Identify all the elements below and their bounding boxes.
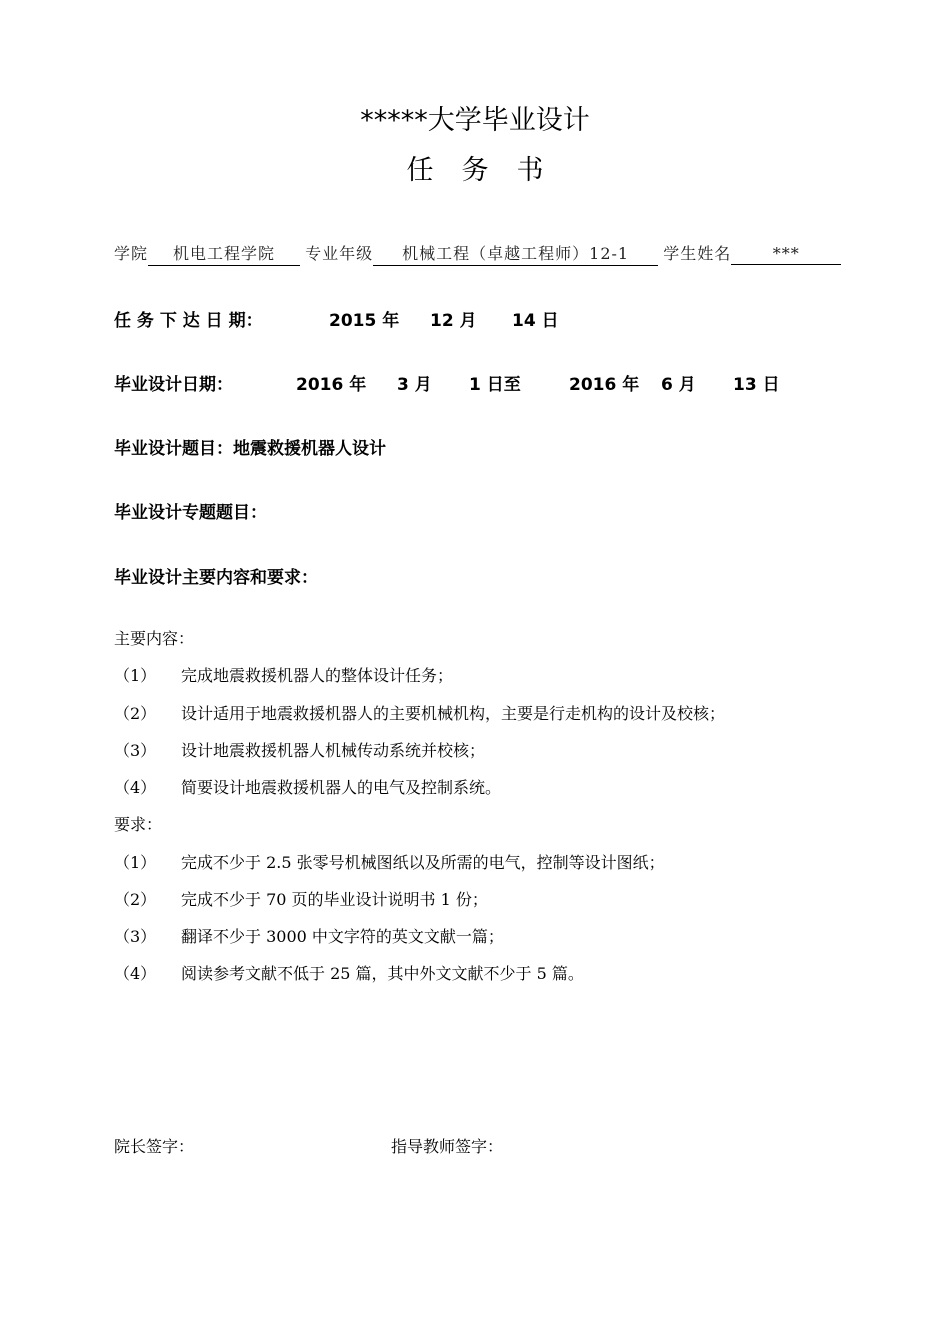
requirement-item-text: 完成不少于 2.5 张零号机械图纸以及所需的电气，控制等设计图纸； — [181, 853, 665, 872]
advisor-signature-label: 指导教师签字： — [391, 1137, 504, 1156]
student-label: 学生姓名 — [663, 244, 732, 263]
main-item-text: 设计地震救援机器人机械传动系统并校核； — [181, 741, 486, 760]
end-month: 6 月 — [661, 375, 696, 395]
page-title: *****大学毕业设计 — [360, 105, 590, 136]
requirements-subheading: 要求： — [114, 815, 163, 834]
start-year: 2016 年 — [296, 375, 367, 395]
requirement-item-num: （1） — [114, 853, 157, 872]
main-item-num: （4） — [114, 778, 157, 797]
requirements-heading: 毕业设计主要内容和要求： — [114, 568, 318, 588]
college-label: 学院 — [114, 244, 149, 263]
issue-day: 14 日 — [512, 311, 559, 331]
requirement-item-text: 完成不少于 70 页的毕业设计说明书 1 份； — [181, 890, 488, 909]
requirement-item-text: 阅读参考文献不低于 25 篇，其中外文文献不少于 5 篇。 — [181, 964, 584, 983]
requirement-item-text: 翻译不少于 3000 中文字符的英文文献一篇； — [181, 927, 504, 946]
page-subtitle: 任务书 — [406, 155, 572, 186]
design-period-label: 毕业设计日期： — [114, 375, 233, 395]
start-day: 1 日至 — [469, 375, 521, 395]
main-item-num: （1） — [114, 666, 157, 685]
student-value: *** — [731, 244, 841, 265]
main-item-text: 完成地震救援机器人的整体设计任务； — [181, 666, 454, 685]
design-topic: 毕业设计题目：地震救援机器人设计 — [114, 439, 386, 459]
end-year: 2016 年 — [569, 375, 640, 395]
issue-year: 2015 年 — [329, 311, 400, 331]
issue-month: 12 月 — [430, 311, 477, 331]
student-info-line — [114, 241, 860, 266]
requirement-item-num: （3） — [114, 927, 157, 946]
requirement-item-num: （2） — [114, 890, 157, 909]
main-content-heading: 主要内容： — [114, 629, 195, 648]
main-item-num: （2） — [114, 704, 157, 723]
main-item-num: （3） — [114, 741, 157, 760]
start-month: 3 月 — [397, 375, 432, 395]
issue-date-label: 任 务 下 达 日 期： — [114, 311, 263, 331]
college-value: 机电工程学院 — [148, 241, 300, 266]
main-item-text: 设计适用于地震救援机器人的主要机械机构，主要是行走机构的设计及校核； — [181, 704, 726, 723]
special-topic: 毕业设计专题题目： — [114, 503, 267, 523]
major-label: 专业年级 — [305, 244, 374, 263]
dean-signature-label: 院长签字： — [114, 1137, 195, 1156]
end-day: 13 日 — [733, 375, 780, 395]
requirement-item-num: （4） — [114, 964, 157, 983]
major-value: 机械工程（卓越工程师）12-1 — [373, 241, 658, 266]
main-item-text: 简要设计地震救援机器人的电气及控制系统。 — [181, 778, 502, 797]
